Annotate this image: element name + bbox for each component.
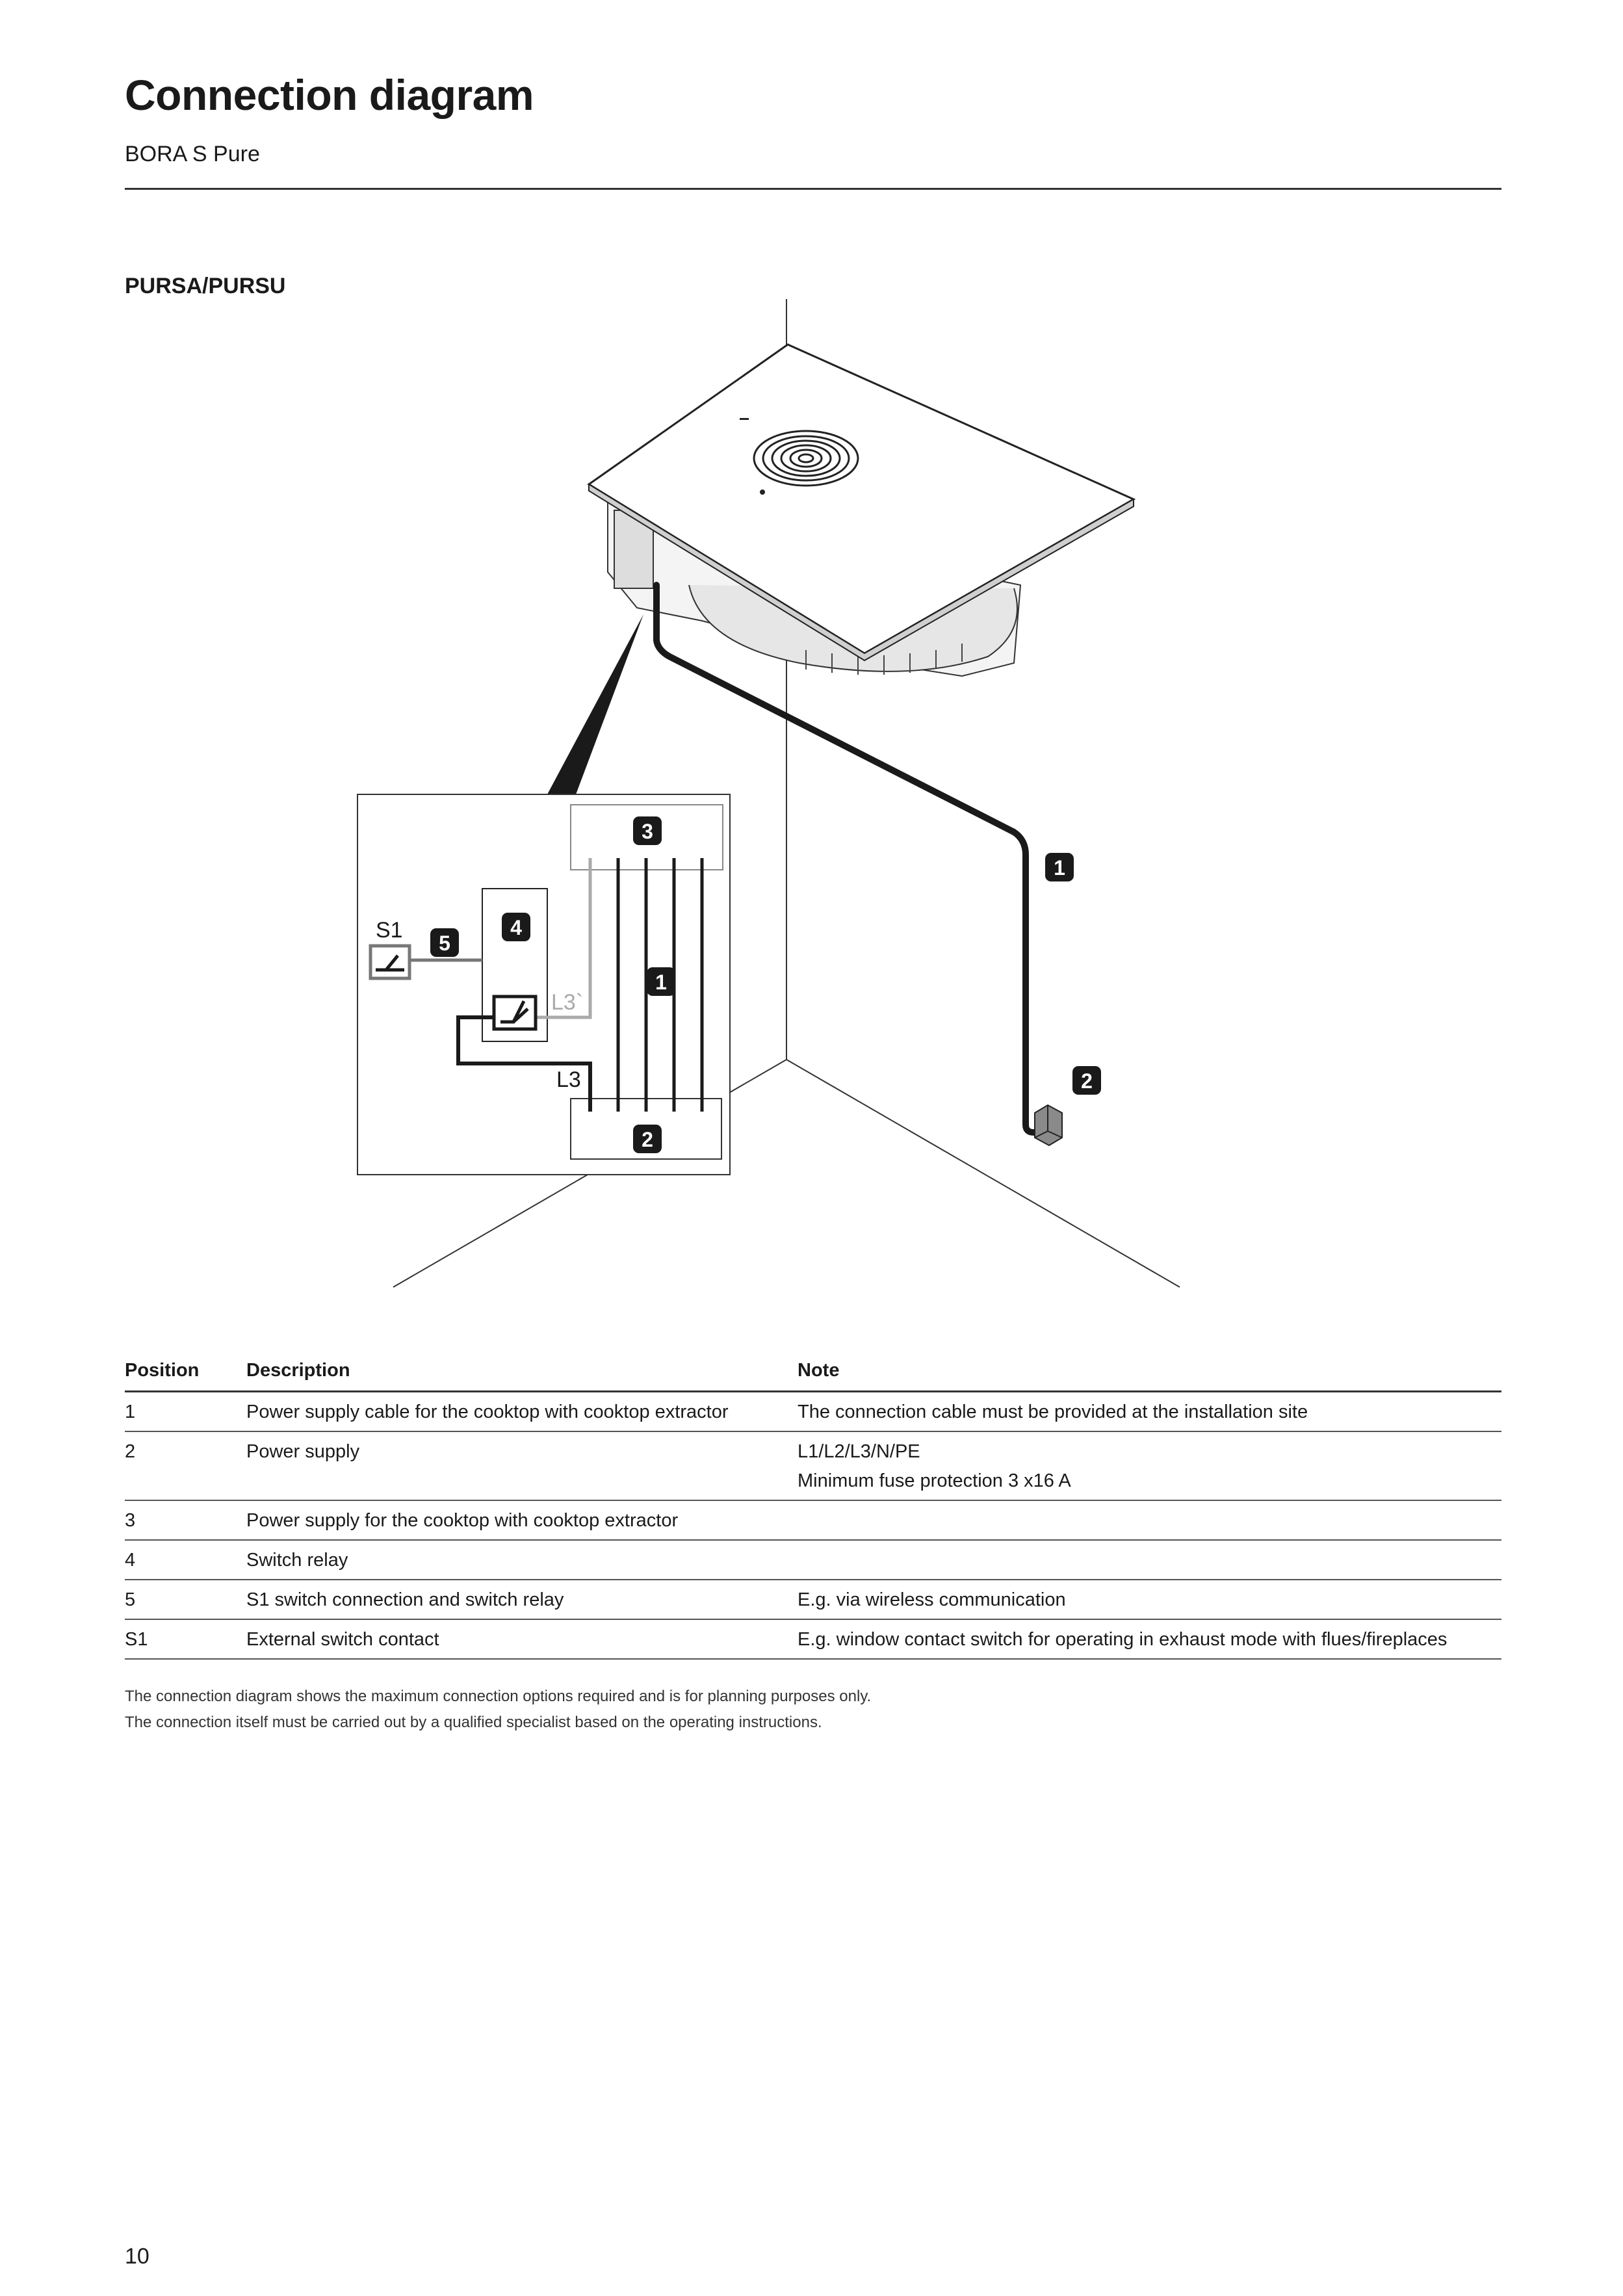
marker-4 [502,913,530,941]
cooktop-illustration [589,345,1134,676]
cell-description: S1 switch connection and switch relay [246,1580,798,1619]
cell-note: E.g. window contact switch for operating in exhaust mode with flues/fireplaces [798,1619,1501,1659]
marker-4-label: 4 [510,916,522,939]
relay-symbol [494,997,536,1029]
marker-2-outlet-label: 2 [1081,1069,1093,1093]
footnote-line: The connection diagram shows the maximum connection options required and is for planning purposes only. [125,1688,872,1705]
marker-3 [633,816,662,845]
table-row-continuation [125,1467,1501,1500]
cell-note [798,1540,1501,1580]
label-s1: S1 [376,918,403,943]
cell-position-empty [125,1467,246,1500]
page-title: Connection diagram [125,71,534,119]
table-row [125,1580,1501,1619]
cell-description: Power supply cable for the cooktop with cooktop extractor [246,1392,798,1432]
marker-2-detail [633,1125,662,1153]
cell-description: External switch contact [246,1619,798,1659]
brand-mark [740,418,749,420]
marker-2-outlet [1072,1066,1101,1095]
marker-2-detail-label: 2 [642,1128,653,1151]
positions-table [125,1352,1501,1660]
cell-position: 2 [125,1441,136,1462]
page-number: 10 [125,2244,149,2269]
footnote-line: The connection itself must be carried out by a qualified specialist based on the operating instructions. [125,1714,822,1731]
marker-3-label: 3 [642,820,653,843]
label-l3: L3 [556,1067,581,1092]
marker-5 [430,928,459,957]
cell-description: Switch relay [246,1540,798,1580]
cell-position: 1 [125,1392,246,1432]
header-position: Position [125,1352,246,1392]
table-row [125,1540,1501,1580]
control-dot [760,489,765,495]
table-row [125,1619,1501,1659]
cell-description-empty [246,1467,798,1500]
table-row [125,1431,1501,1467]
detail-zoom-wedge [547,614,643,794]
cell-description: Power supply [246,1441,360,1462]
cell-position: 4 [125,1540,246,1580]
marker-1-detail [647,967,675,996]
table-row [125,1392,1501,1432]
cell-note: L1/L2/L3/N/PE [798,1441,920,1462]
cell-description: Power supply for the cooktop with cooktop extractor [246,1500,798,1540]
marker-1-detail-label: 1 [655,971,667,994]
footnote [125,1684,871,1736]
marker-1-cable [1045,853,1074,881]
table-header-row [125,1352,1501,1392]
cell-position: 3 [125,1500,246,1540]
table-row [125,1500,1501,1540]
header-description: Description [246,1352,798,1392]
cell-position: 5 [125,1580,246,1619]
wall-outlet-box [1035,1105,1062,1145]
marker-5-label: 5 [439,932,450,955]
cell-position: S1 [125,1619,246,1659]
label-l3-relay: L3` [551,990,584,1015]
cell-note [798,1500,1501,1540]
page-subtitle: BORA S Pure [125,142,260,166]
switch-s1-symbol [370,946,409,978]
section-heading: PURSA/PURSU [125,274,286,298]
header-note: Note [798,1352,1501,1392]
cell-note: The connection cable must be provided at the installation site [798,1392,1501,1432]
marker-1-cable-label: 1 [1054,856,1065,880]
cell-note-extra: Minimum fuse protection 3 x16 A [798,1467,1501,1500]
cell-note: E.g. via wireless communication [798,1580,1501,1619]
